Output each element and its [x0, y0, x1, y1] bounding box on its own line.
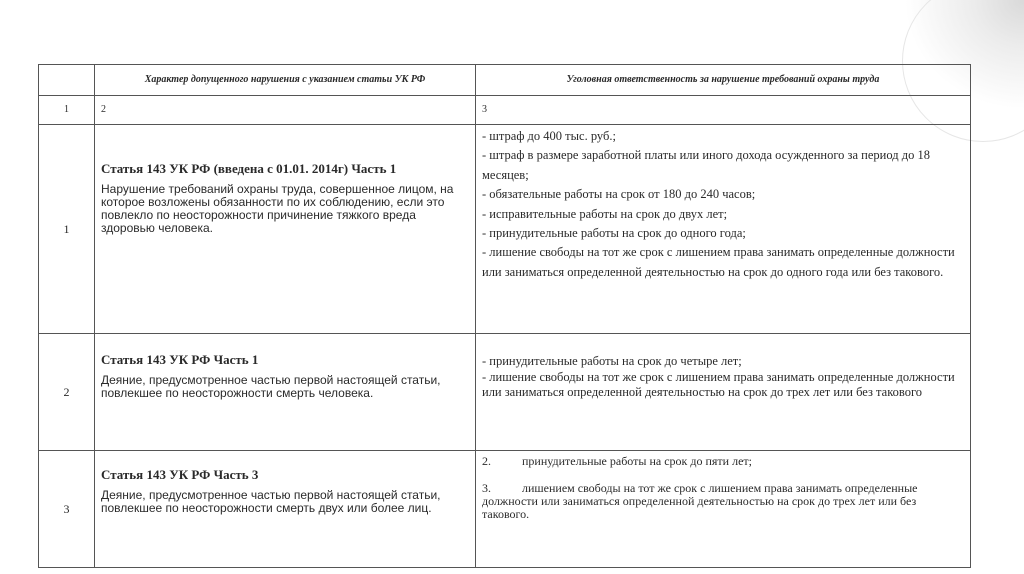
header-cell-violation: Характер допущенного нарушения с указанием статьи УК РФ	[95, 65, 476, 96]
penalty-number: 2.	[482, 454, 491, 468]
article-title: Статья 143 УК РФ Часть 3	[101, 467, 259, 482]
column-number-1: 1	[39, 96, 95, 125]
table-row	[39, 125, 971, 334]
penalty-item: - штраф до 400 тыс. руб.;	[482, 129, 616, 143]
penalty-text: принудительные работы на срок до пяти лет;	[522, 454, 752, 468]
violation-description: Деяние, предусмотренное частью первой настоящей статьи, повлекшее по неосторожности смерть человека.	[101, 373, 441, 400]
violation-description: Нарушение требований охраны труда, совершенное лицом, на которое возложены обязанности по их соблюдению, если это повлекло по неосторожности причинение тяжкого вреда здоровью человека.	[101, 182, 454, 235]
penalty-item: - исправительные работы на срок до двух лет;	[482, 206, 728, 221]
header-cell-liability: Уголовная ответственность за нарушение требований охраны труда	[476, 65, 971, 96]
penalty-item: - лишение свободы на тот же срок с лишением права занимать определенные должности или заниматься определенной деятельностью на срок до трех лет или без такового	[482, 369, 955, 400]
column-number-3: 3	[476, 96, 971, 125]
table-header-row	[39, 65, 971, 96]
penalty-item: - штраф в размере заработной платы или иного дохода осужденного за период до 18 месяцев;	[482, 148, 930, 182]
labor-safety-liability-table	[38, 64, 971, 568]
article-title: Статья 143 УК РФ (введена с 01.01. 2014г) Часть 1	[101, 161, 397, 176]
table-row	[39, 451, 971, 568]
liability-cell	[476, 125, 971, 334]
liability-cell	[476, 334, 971, 451]
header-cell-number	[39, 65, 95, 96]
penalty-text: лишением свободы на тот же срок с лишением права занимать определенные должности или заниматься определенной деятельностью на срок до трех лет или без такового.	[482, 481, 918, 521]
column-number-2: 2	[95, 96, 476, 125]
violation-cell	[95, 334, 476, 451]
article-title: Статья 143 УК РФ Часть 1	[101, 352, 259, 367]
violation-cell	[95, 125, 476, 334]
violation-description: Деяние, предусмотренное частью первой настоящей статьи, повлекшее по неосторожности смерть двух или более лиц.	[101, 488, 441, 515]
column-numbers-row	[39, 96, 971, 125]
penalty-item: - лишение свободы на тот же срок с лишением права занимать определенные должности или заниматься определенной деятельностью на срок до одного года или без такового.	[482, 245, 955, 279]
violation-cell	[95, 451, 476, 568]
row-number: 1	[39, 125, 95, 334]
penalty-number: 3.	[482, 481, 491, 495]
penalty-item: - обязательные работы на срок от 180 до 240 часов;	[482, 187, 756, 202]
penalty-item	[482, 455, 964, 468]
penalty-item: - принудительные работы на срок до одного года;	[482, 226, 746, 241]
row-number: 2	[39, 334, 95, 451]
penalty-item: - принудительные работы на срок до четыре лет;	[482, 354, 742, 368]
row-number: 3	[39, 451, 95, 568]
penalty-item	[482, 482, 964, 521]
liability-cell	[476, 451, 971, 568]
table-row	[39, 334, 971, 451]
